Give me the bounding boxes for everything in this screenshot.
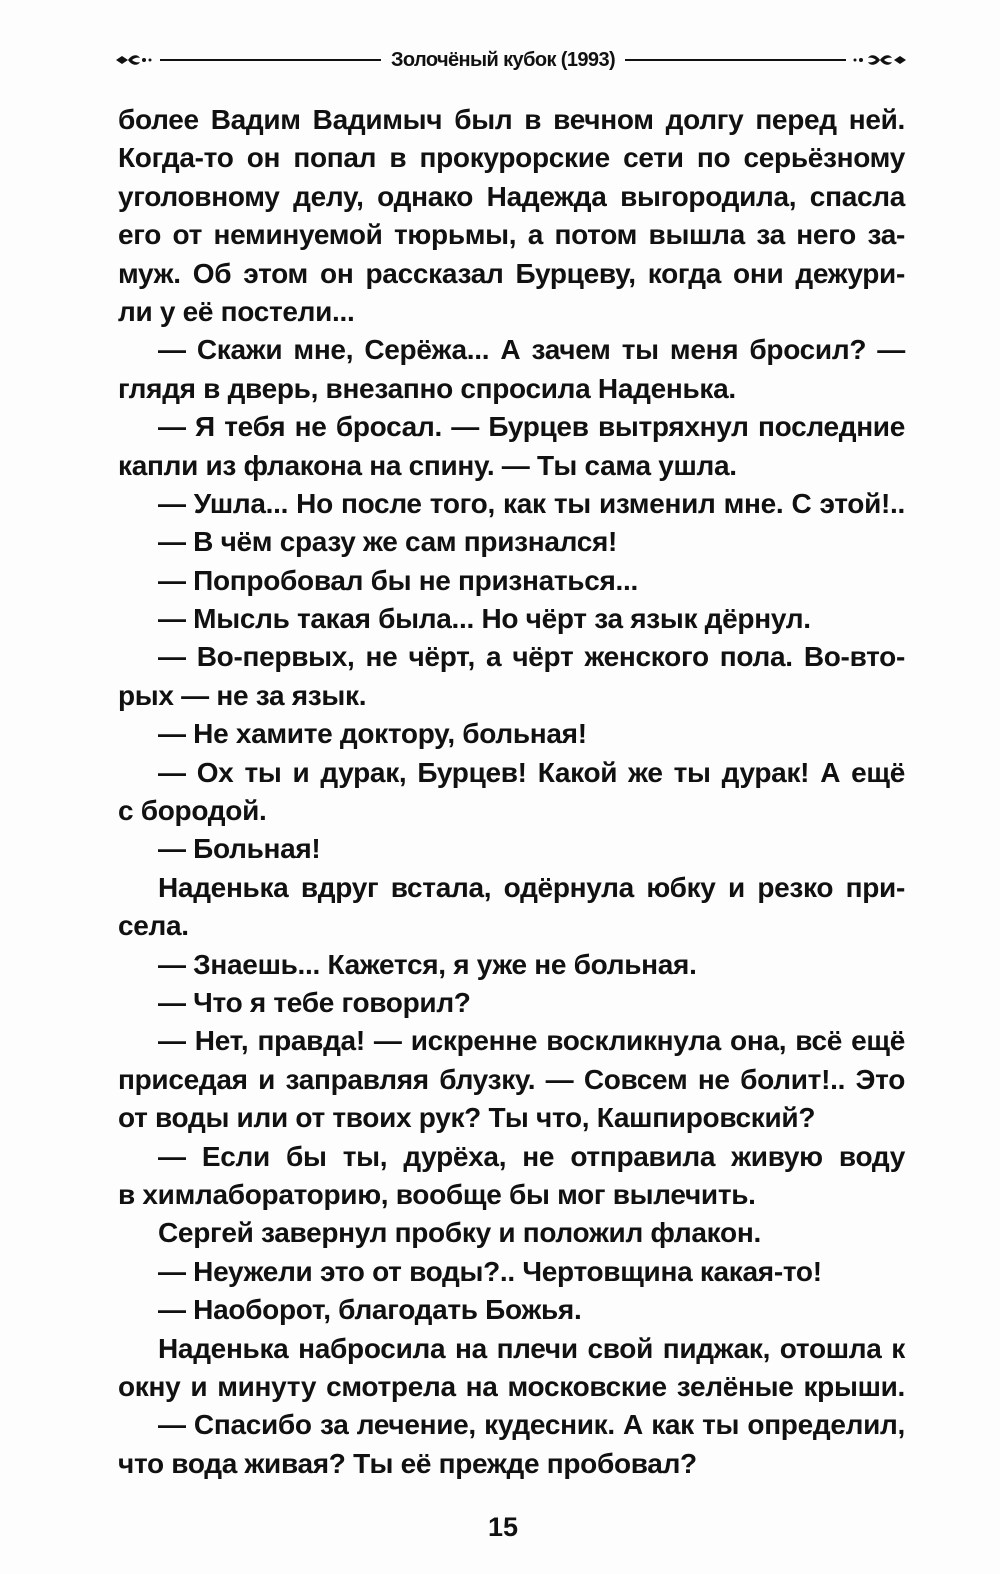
- text-line: села.: [118, 910, 189, 942]
- text-line: — Скажи мне, Серёжа... А зачем ты меня бросил? —: [158, 334, 905, 366]
- ornament-right-icon: [852, 50, 908, 70]
- text-line: — Не хамите доктору, больная!: [158, 718, 587, 750]
- text-line: — Знаешь... Кажется, я уже не больная.: [158, 948, 697, 980]
- text-line: муж. Об этом он рассказал Бурцеву, когда они дежури-: [118, 257, 905, 289]
- running-header: [114, 44, 908, 76]
- text-line: — Нет, правда! — искренне воскликнула она, всё ещё: [158, 1025, 905, 1057]
- text-line: — Если бы ты, дурёха, не отправила живую воду: [158, 1140, 905, 1172]
- text-line: — Наоборот, благодать Божья.: [158, 1294, 582, 1326]
- text-line: — В чём сразу же сам признался!: [158, 526, 618, 558]
- text-line: Когда-то он попал в прокурорские сети по серьёзному: [118, 142, 905, 174]
- text-line: от воды или от твоих рук? Ты что, Кашпировский?: [118, 1102, 816, 1134]
- text-line: более Вадим Вадимыч был в вечном долгу перед ней.: [118, 104, 905, 135]
- page-number: 15: [487, 1512, 519, 1542]
- text-line: капли из флакона на спину. — Ты сама ушла.: [118, 449, 737, 481]
- text-line: — Ох ты и дурак, Бурцев! Какой же ты дурак! А ещё: [158, 756, 905, 788]
- text-line: Сергей завернул пробку и положил флакон.: [158, 1217, 761, 1249]
- text-line: — Я тебя не бросал. — Бурцев вытряхнул последние: [158, 411, 905, 443]
- text-line: ли у её постели...: [118, 295, 355, 327]
- header-rule-right: [625, 59, 846, 61]
- text-line: с бородой.: [118, 795, 267, 827]
- text-line: уголовному делу, однако Надежда выгородила, спасла: [118, 180, 905, 212]
- text-line: — Больная!: [158, 833, 321, 865]
- text-line: Наденька вдруг встала, одёрнула юбку и резко при-: [158, 871, 905, 903]
- text-line: — Во-первых, не чёрт, а чёрт женского пола. Во-вто-: [158, 641, 905, 673]
- text-line: Наденька набросила на плечи свой пиджак, отошла к: [158, 1332, 905, 1364]
- text-line: окну и минуту смотрела на московские зелёные крыши.: [118, 1370, 905, 1402]
- text-line: что вода живая? Ты её прежде пробовал?: [118, 1447, 697, 1479]
- text-line: глядя в дверь, внезапно спросила Наденька.: [118, 372, 736, 404]
- text-line: — Мысль такая была... Но чёрт за язык дёрнул.: [158, 603, 811, 635]
- text-line: приседая и заправляя блузку. — Совсем не болит!.. Это: [118, 1063, 905, 1095]
- running-header-title: Золочёный кубок (1993): [390, 48, 616, 71]
- text-line: — Спасибо за лечение, кудесник. А как ты определил,: [158, 1409, 905, 1441]
- text-line: — Что я тебе говорил?: [158, 986, 471, 1018]
- ornament-left-icon: [114, 50, 154, 70]
- text-line: — Ушла... Но после того, как ты изменил мне. С этой!..: [158, 487, 905, 519]
- text-line: в химлабораторию, вообще бы мог вылечить.: [118, 1178, 756, 1210]
- text-line: — Неужели это от воды?.. Чертовщина какая-то!: [158, 1255, 822, 1287]
- text-line: рых — не за язык.: [118, 679, 367, 711]
- text-line: — Попробовал бы не признаться...: [158, 564, 638, 596]
- text-line: его от неминуемой тюрьмы, а потом вышла за него за-: [118, 219, 905, 251]
- header-rule-left: [160, 59, 381, 61]
- body-text: [118, 101, 905, 1483]
